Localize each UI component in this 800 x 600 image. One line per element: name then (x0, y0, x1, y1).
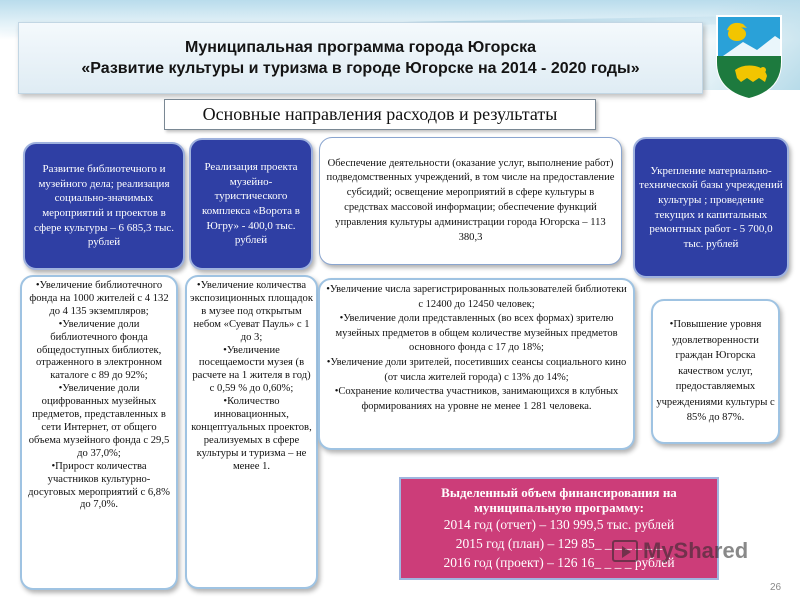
section-subtitle: Основные направления расходов и результаты (164, 99, 596, 130)
direction-box-material-base (633, 137, 789, 278)
financing-line-2015: 2015 год (план) – 129 85_ _ _ _ _ _ _ (455, 536, 663, 551)
direction-box-institutions (319, 137, 622, 265)
result-item: •Увеличение библиотечного фонда на 1000 жителей с 4 132 до 4 135 экземпляров; (29, 280, 169, 317)
result-item: •Увеличение доли зрителей, посетивших сеансы социального кино (от числа жителей города) с 13% до 14%; (326, 356, 627, 383)
program-title-line2: «Развитие культуры и туризма в городе Югорске на 2014 - 2020 годы» (81, 60, 640, 77)
direction-text: Укрепление материально-технической базы учреждений культуры ; проведение текущих и капитальных ремонтных работ - 5 700,0 тыс. рублей (639, 164, 783, 250)
result-item: •Увеличение доли оцифрованных музейных предметов, представленных в сети Интернет, от общего объема музейного фонда с 29,5 до 37,0%; (28, 383, 170, 459)
result-item: •Увеличение посещаемости музея (в расчете на 1 жителя в год) с 0,59 % до 0,60%; (192, 344, 311, 395)
direction-box-gates-to-yugra (189, 138, 313, 270)
direction-box-library-museum (23, 142, 185, 270)
results-box-institutions (318, 278, 635, 450)
result-item: •Повышение уровня удовлетворенности граждан Югорска качеством услуг, предоставляемых учреждениями культуры с 85% до 87%. (656, 318, 775, 424)
page-number: 26 (770, 582, 782, 593)
financing-title: Выделенный объем финансирования на муниципальную программу: (441, 485, 677, 515)
program-title-box (18, 22, 703, 94)
direction-text: Реализация проекта музейно-туристического комплекса «Ворота в Югру» - 400,0 тыс. рублей (202, 161, 300, 247)
result-item: •Прирост количества участников культурно-досуговых мероприятий с 6,8% до 7,0%. (28, 460, 170, 511)
play-icon (612, 540, 638, 562)
financing-line-2014: 2014 год (отчет) – 130 999,5 тыс. рублей (443, 517, 675, 532)
results-box-gates-to-yugra (185, 275, 318, 589)
program-title-line1: Муниципальная программа города Югорска (184, 39, 537, 56)
watermark-text: MyShared (643, 538, 749, 563)
coat-of-arms-icon (713, 12, 785, 100)
result-item: •Увеличение доли представленных (во всех формах) зрителю музейных предметов в общем количестве музейных предметов основного фонда с 17 до 18%; (335, 313, 618, 354)
direction-text: Обеспечение деятельности (оказание услуг, выполнение работ) подведомственных учреждений, в том числе на предоставление субсидий; освещение мероприятий в сфере культуры в средствах массовой информации; обеспечение функций управления культуры администрации города Югорска – 113 380,3 (326, 157, 615, 243)
results-box-material-base (651, 299, 780, 444)
financing-box (399, 477, 719, 580)
results-box-library-museum (20, 275, 178, 590)
financing-line-2016: 2016 год (проект) – 126 16_ _ _ _ рублей (443, 555, 675, 570)
direction-text: Развитие библиотечного и музейного дела; реализация социально-значимых мероприятий и проектов в сфере культуры – 6 685,3 тыс. рублей (33, 163, 175, 249)
result-item: •Увеличение числа зарегистрированных пользователей библиотеки с 12400 до 12450 человек; (326, 284, 627, 310)
result-item: •Увеличение количества экспозиционных площадок в музее под открытым небом «Суеват Пауль» с 1 до 3; (190, 280, 313, 343)
result-item: •Сохранение количества участников, занимающихся в клубных формированиях на уровне не менее 1 281 человека. (334, 386, 619, 412)
result-item: •Количество инновационных, концептуальных проектов, реализуемых в сфере культуры и туризма – не менее 1. (191, 396, 312, 472)
watermark-logo (612, 538, 748, 564)
result-item: •Увеличение доли библиотечного фонда общедоступных библиотек, отраженного в электронном каталоге с 89 до 92%; (36, 318, 162, 382)
